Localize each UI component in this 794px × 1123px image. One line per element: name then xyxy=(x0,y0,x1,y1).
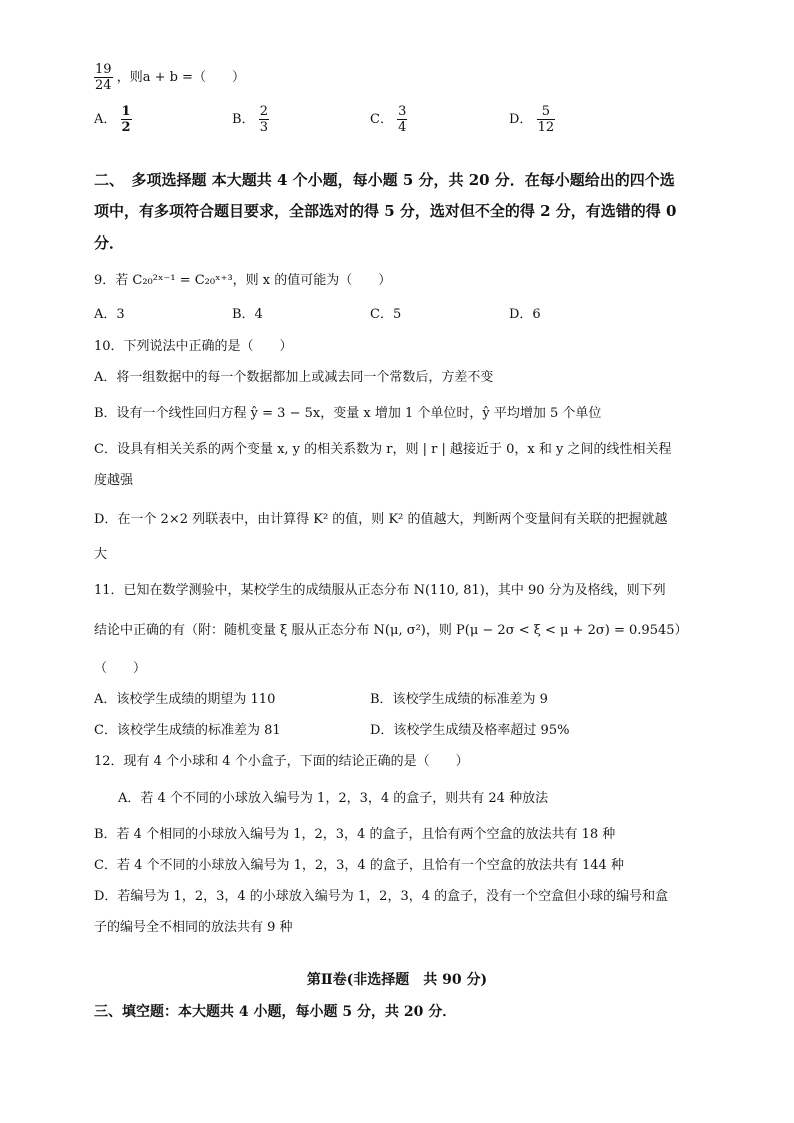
q10-option-d-line2: 大 xyxy=(94,547,108,562)
q11-option-a[interactable]: A．该校学生成绩的期望为 110 xyxy=(94,692,276,707)
part2-title: 第Ⅱ卷(非选择题 共 90 分) xyxy=(306,972,488,988)
q9-option-c[interactable]: C．5 xyxy=(370,307,402,322)
section2-heading-line3: 分． xyxy=(94,234,125,252)
q10-option-a[interactable]: A．将一组数据中的每一个数据都加上或减去同一个常数后，方差不变 xyxy=(94,370,494,385)
q12-option-b[interactable]: B．若 4 个相同的小球放入编号为 1，2，3，4 的盒子，且恰有两个空盒的放法共有 18 种 xyxy=(94,827,616,842)
q12-option-d-line1[interactable]: D．若编号为 1，2，3，4 的小球放入编号为 1，2，3，4 的盒子，没有一个空盒但小球的编号和盒 xyxy=(94,889,669,904)
q8-option-a[interactable]: A． $\frac{1}{2}$ xyxy=(94,104,131,135)
q8-tail-text: ，则a + b =（ ） xyxy=(116,70,245,85)
q10-option-c-line2: 度越强 xyxy=(94,473,134,488)
q8-option-c[interactable]: C． $\frac{3}{4}$ xyxy=(370,104,407,135)
q9-option-d[interactable]: D．6 xyxy=(509,307,541,322)
section2-heading-line2: 项中，有多项符合题目要求，全部选对的得 5 分，选对但不全的得 2 分，有选错的得 0 xyxy=(94,202,677,220)
section3-heading: 三、填空题：本大题共 4 小题，每小题 5 分，共 20 分． xyxy=(94,1004,457,1020)
q9-stem: 9．若 C₂₀²ˣ⁻¹ = C₂₀ˣ⁺³，则 x 的值可能为（ ） xyxy=(94,273,392,288)
q9-option-a[interactable]: A．3 xyxy=(94,307,125,322)
q12-option-c[interactable]: C．若 4 个不同的小球放入编号为 1，2，3，4 的盒子，且恰有一个空盒的放法共有 144 种 xyxy=(94,858,624,873)
q11-option-d[interactable]: D．该校学生成绩及格率超过 95% xyxy=(370,723,570,738)
q10-option-c-line1[interactable]: C．设具有相关关系的两个变量 x, y 的相关系数为 r，则 | r | 越接近于 0，x 和 y 之间的线性相关程 xyxy=(94,442,672,457)
q11-option-c[interactable]: C．该校学生成绩的标准差为 81 xyxy=(94,723,281,738)
q12-option-d-line2: 子的编号全不相同的放法共有 9 种 xyxy=(94,920,293,935)
q8-option-d[interactable]: D． $\frac{5}{12}$ xyxy=(509,104,555,135)
q11-stem-line2: 结论中正确的有（附：随机变量 ξ 服从正态分布 N(μ, σ²)，则 P(μ − 2σ < ξ < μ + 2σ) = 0.9545） xyxy=(94,623,688,638)
section2-heading-line1: 二、 多项选择题 本大题共 4 个小题，每小题 5 分，共 20 分．在每小题给出的四个选 xyxy=(94,171,675,189)
q11-option-b[interactable]: B．该校学生成绩的标准差为 9 xyxy=(370,692,548,707)
q10-option-d-line1[interactable]: D．在一个 2×2 列联表中，由计算得 K² 的值，则 K² 的值越大，判断两个变量间有关联的把握就越 xyxy=(94,512,668,527)
q11-stem-line3: （ ） xyxy=(94,661,147,676)
q8-fraction: $\frac{19}{24}$ xyxy=(95,62,112,93)
q9-option-b[interactable]: B．4 xyxy=(232,307,263,322)
q10-stem: 10．下列说法中正确的是（ ） xyxy=(94,339,293,354)
q12-stem: 12．现有 4 个小球和 4 个小盒子，下面的结论正确的是（ ） xyxy=(94,754,469,769)
q8-tail xyxy=(94,62,245,93)
q10-option-b[interactable]: B．设有一个线性回归方程 ŷ = 3 − 5x，变量 x 增加 1 个单位时，ŷ 平均增加 5 个单位 xyxy=(94,406,602,421)
q11-stem-line1: 11．已知在数学测验中，某校学生的成绩服从正态分布 N(110, 81)，其中 90 分为及格线，则下列 xyxy=(94,583,666,598)
q12-option-a[interactable]: A．若 4 个不同的小球放入编号为 1，2，3，4 的盒子，则共有 24 种放法 xyxy=(118,791,549,806)
q8-option-b[interactable]: B． $\frac{2}{3}$ xyxy=(232,104,268,135)
